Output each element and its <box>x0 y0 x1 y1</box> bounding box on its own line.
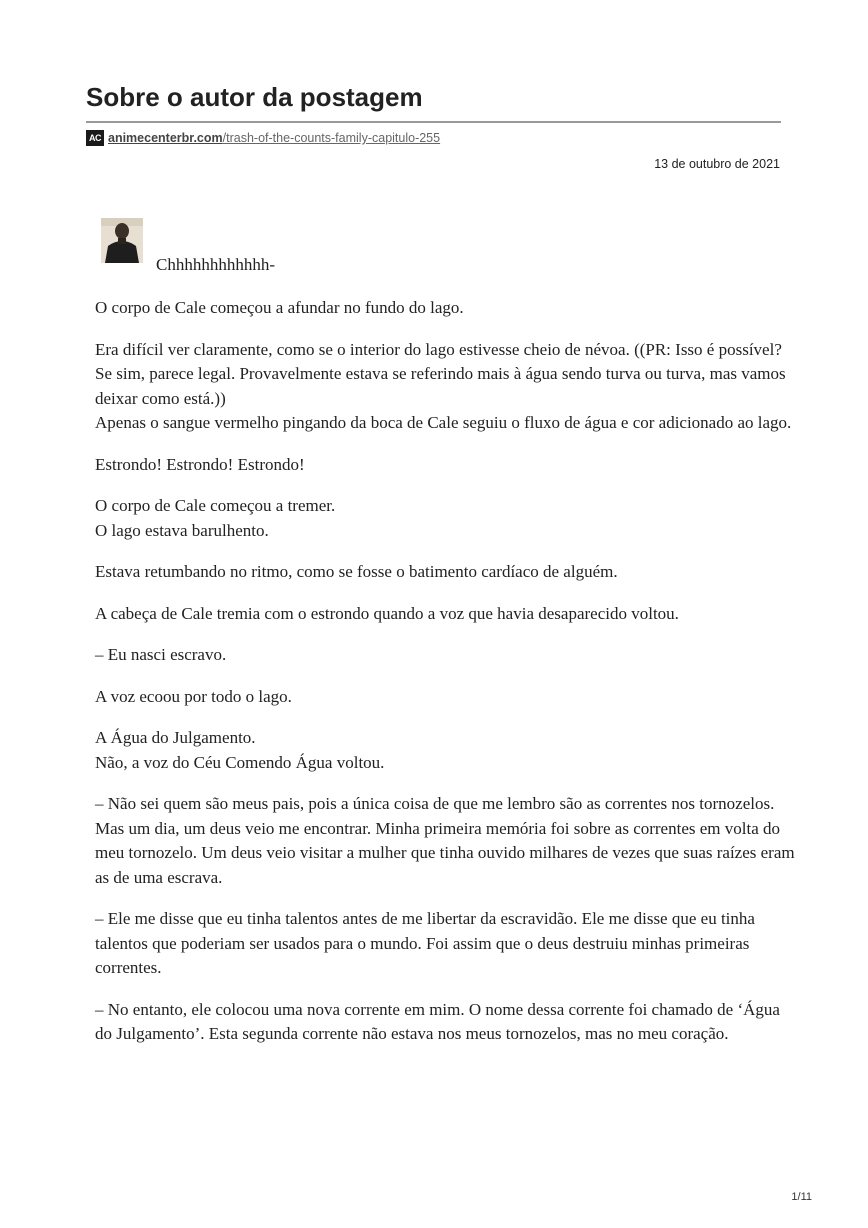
source-path[interactable]: /trash-of-the-counts-family-capitulo-255 <box>222 131 441 145</box>
paragraph-line: – Eu nasci escravo. <box>95 645 227 664</box>
article-paragraph <box>95 296 795 321</box>
paragraph-line: A cabeça de Cale tremia com o estrondo quando a voz que havia desaparecido voltou. <box>95 603 679 623</box>
article-paragraph <box>95 494 795 543</box>
article-paragraph <box>95 907 795 981</box>
article-paragraph <box>95 643 795 668</box>
article-paragraph <box>95 792 795 890</box>
title-divider <box>86 121 781 123</box>
article-paragraph <box>95 998 795 1047</box>
post-date: 13 de outubro de 2021 <box>654 157 780 171</box>
paragraph-line: A voz ecoou por todo o lago. <box>95 686 292 706</box>
article-paragraph <box>95 602 795 627</box>
article-paragraph <box>95 685 795 710</box>
paragraph-line: O corpo de Cale começou a tremer. <box>95 496 336 515</box>
paragraph-line: A Água do Julgamento. <box>95 728 256 747</box>
paragraph-line: Estava retumbando no ritmo, como se fosse o batimento cardíaco de alguém. <box>95 562 618 581</box>
author-avatar <box>101 218 143 263</box>
article-paragraph <box>95 560 795 585</box>
source-domain[interactable]: animecenterbr.com <box>108 131 223 145</box>
article-paragraph <box>95 453 795 478</box>
article-paragraph <box>95 726 795 775</box>
source-link[interactable] <box>86 129 440 147</box>
paragraph-line: Estrondo! Estrondo! Estrondo! <box>95 454 305 474</box>
paragraph-line: Apenas o sangue vermelho pingando da boca de Cale seguiu o fluxo de água e cor adicionado ao lago. <box>95 413 792 432</box>
paragraph-line: – Não sei quem são meus pais, pois a única coisa de que me lembro são as correntes nos tornozelos. Mas um dia, um deus veio me encontrar. Minha primeira memória foi sobre as correntes em volta do meu tornozelo. Um deus veio visitar a mulher que tinha ouvido milhares de vezes que suas raízes eram as de uma escrava. <box>95 794 795 887</box>
paragraph-line: Não, a voz do Céu Comendo Água voltou. <box>95 752 385 772</box>
paragraph-line: – Ele me disse que eu tinha talentos antes de me libertar da escravidão. Ele me disse que eu tinha talentos que poderiam ser usados para o mundo. Foi assim que o deus destruiu minhas primeiras correntes. <box>95 909 755 977</box>
sound-effect-text: Chhhhhhhhhhhh- <box>156 255 275 274</box>
paragraph-line: O corpo de Cale começou a afundar no fundo do lago. <box>95 298 464 317</box>
page-number: 1/11 <box>791 1191 812 1203</box>
article-body <box>95 296 795 1047</box>
paragraph-line: O lago estava barulhento. <box>95 520 269 540</box>
page-title: Sobre o autor da postagem <box>86 82 423 112</box>
article-paragraph <box>95 338 795 436</box>
site-logo-icon: AC <box>86 130 104 146</box>
paragraph-line: – No entanto, ele colocou uma nova corrente em mim. O nome dessa corrente foi chamado de ‘Água do Julgamento’. Esta segunda corrente não estava nos meus tornozelos, mas no meu coração. <box>95 999 780 1043</box>
paragraph-line: Era difícil ver claramente, como se o interior do lago estivesse cheio de névoa. ((PR: Isso é possível? Se sim, parece legal. Provavelmente estava se referindo mais à água sendo turva ou turva, mas vamos deixar como está.)) <box>95 339 786 408</box>
